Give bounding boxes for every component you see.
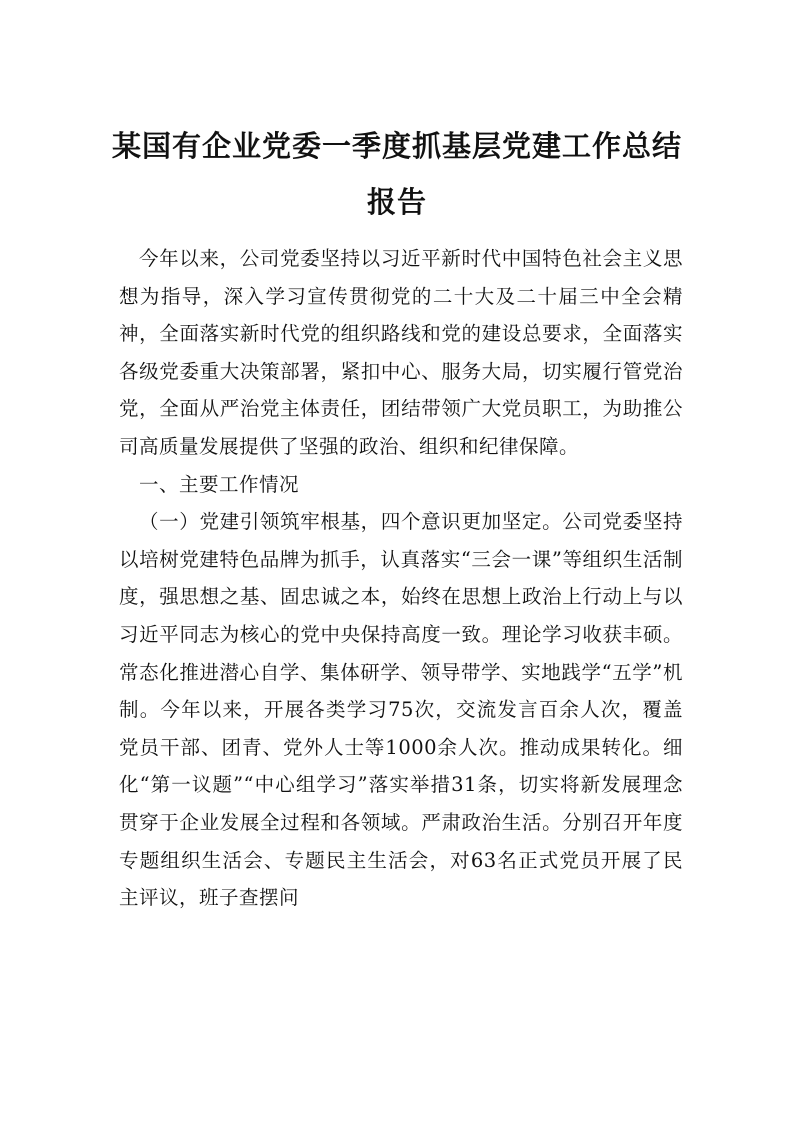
document-body xyxy=(119,240,683,917)
intro-paragraph: 今年以来，公司党委坚持以习近平新时代中国特色社会主义思想为指导，深入学习宣传贯彻党的二十大及二十届三中全会精神，全面落实新时代党的组织路线和党的建设总要求，全面落实各级党委重大决策部署，紧扣中心、服务大局，切实履行管党治党，全面从严治党主体责任，团结带领广大党员职工，为助推公司高质量发展提供了坚强的政治、组织和纪律保障。 xyxy=(119,247,683,458)
document-title: 某国有企业党委一季度抓基层党建工作总结报告 xyxy=(111,129,682,219)
section-paragraph: （一）党建引领筑牢根基，四个意识更加坚定。公司党委坚持以培树党建特色品牌为抓手，认真落实“三会一课”等组织生活制度，强思想之基、固忠诚之本，始终在思想上政治上行动上与以习近平同志为核心的党中央保持高度一致。理论学习收获丰硕。常态化推进潜心自学、集体研学、领导带学、实地践学“五学”机制。今年以来，开展各类学习75次，交流发言百余人次，覆盖党员干部、团青、党外人士等1000余人次。推动成果转化。细化“第一议题”“中心组学习”落实举措31条，切实将新发展理念贯穿于企业发展全过程和各领域。严肃政治生活。分别召开年度专题组织生活会、专题民主生活会，对63名正式党员开展了民主评议，班子查摆问 xyxy=(119,510,683,910)
section-heading: 一、主要工作情况 xyxy=(139,472,300,496)
